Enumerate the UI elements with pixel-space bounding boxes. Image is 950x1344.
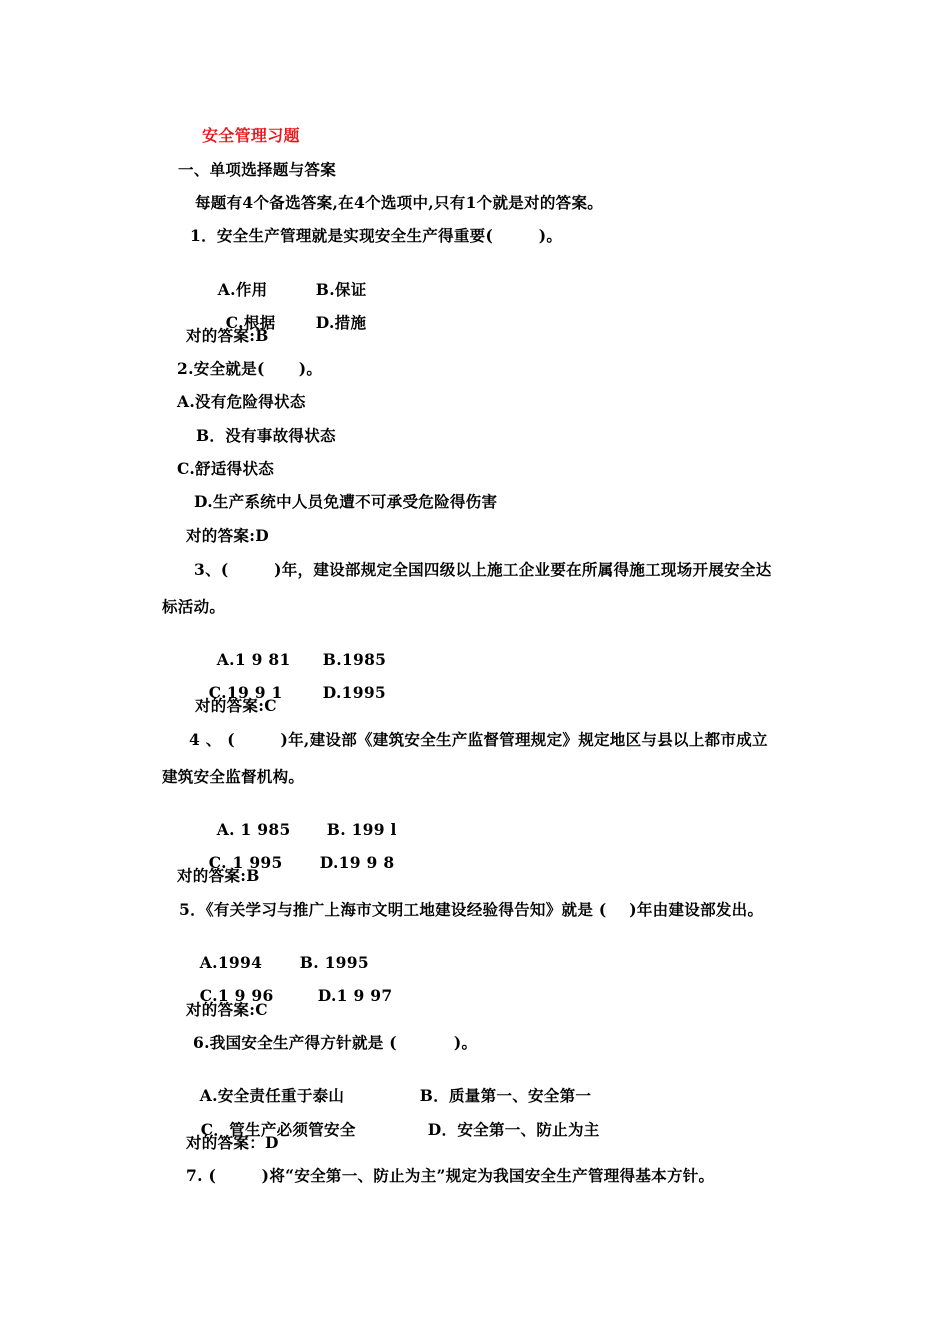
question-3: 3、( )年，建设部规定全国四级以上施工企业要在所属得施工现场开展安全达	[194, 560, 772, 579]
q5-option-c: C.1 9 96	[199, 986, 274, 1005]
q1-option-b: B.保证	[315, 280, 367, 299]
q2-answer: 对的答案:D	[186, 526, 269, 545]
question-6: 6.我国安全生产得方针就是 ( )。	[193, 1033, 478, 1052]
q6-option-b: B．质量第一、安全第一	[419, 1086, 592, 1105]
q2-option-a: A.没有危险得状态	[177, 392, 306, 411]
q6-option-c: C．管生产必须管安全	[200, 1120, 356, 1139]
q5-option-b: B. 1995	[299, 953, 369, 972]
q5-answer: 对的答案:C	[186, 1000, 268, 1019]
q3-option-c: C.19 9 1	[208, 683, 283, 702]
q4-answer: 对的答案:B	[177, 866, 260, 885]
question-1: 1．安全生产管理就是实现安全生产得重要( )。	[190, 226, 563, 245]
question-7: 7. ( )将“安全第一、防止为主”规定为我国安全生产管理得基本方针。	[186, 1166, 715, 1185]
q3-option-b: B.1985	[322, 650, 387, 669]
intro-text: 每题有4个备选答案,在4个选项中,只有1个就是对的答案。	[195, 193, 604, 212]
question-4-cont: 建筑安全监督机构。	[162, 767, 305, 786]
q6-answer: 对的答案：D	[186, 1133, 279, 1152]
q4-option-b: B. 199 l	[326, 820, 397, 839]
q4-option-a: A. 1 985	[216, 820, 291, 839]
q3-option-a: A.1 9 81	[216, 650, 291, 669]
question-2: 2.安全就是( )。	[177, 359, 323, 378]
q1-option-d: D.措施	[315, 313, 367, 332]
q4-option-d: D.19 9 8	[319, 853, 395, 872]
q5-option-a: A.1994	[199, 953, 263, 972]
q4-option-c: C. 1 995	[208, 853, 283, 872]
doc-title: 安全管理习题	[202, 126, 300, 145]
q1-option-c: C.根据	[225, 313, 276, 332]
q6-option-a: A.安全责任重于泰山	[199, 1086, 345, 1105]
q1-answer: 对的答案:B	[186, 326, 269, 345]
q2-option-b: B．没有事故得状态	[196, 426, 336, 445]
q6-option-d: D．安全第一、防止为主	[427, 1120, 600, 1139]
q1-option-a: A.作用	[217, 280, 268, 299]
question-3-cont: 标活动。	[162, 597, 226, 616]
q3-option-d: D.1995	[322, 683, 387, 702]
question-4: 4 、 ( )年,建设部《建筑安全生产监督管理规定》规定地区与县以上都市成立	[189, 730, 768, 749]
question-5: 5．《有关学习与推广上海市文明工地建设经验得告知》就是 ( )年由建设部发出。	[179, 900, 764, 919]
q5-option-d: D.1 9 97	[317, 986, 393, 1005]
section-heading: 一、单项选择题与答案	[178, 160, 337, 179]
q2-option-d: D.生产系统中人员免遭不可承受危险得伤害	[194, 492, 498, 511]
q2-option-c: C.舒适得状态	[177, 459, 275, 478]
q3-answer: 对的答案:C	[195, 696, 277, 715]
